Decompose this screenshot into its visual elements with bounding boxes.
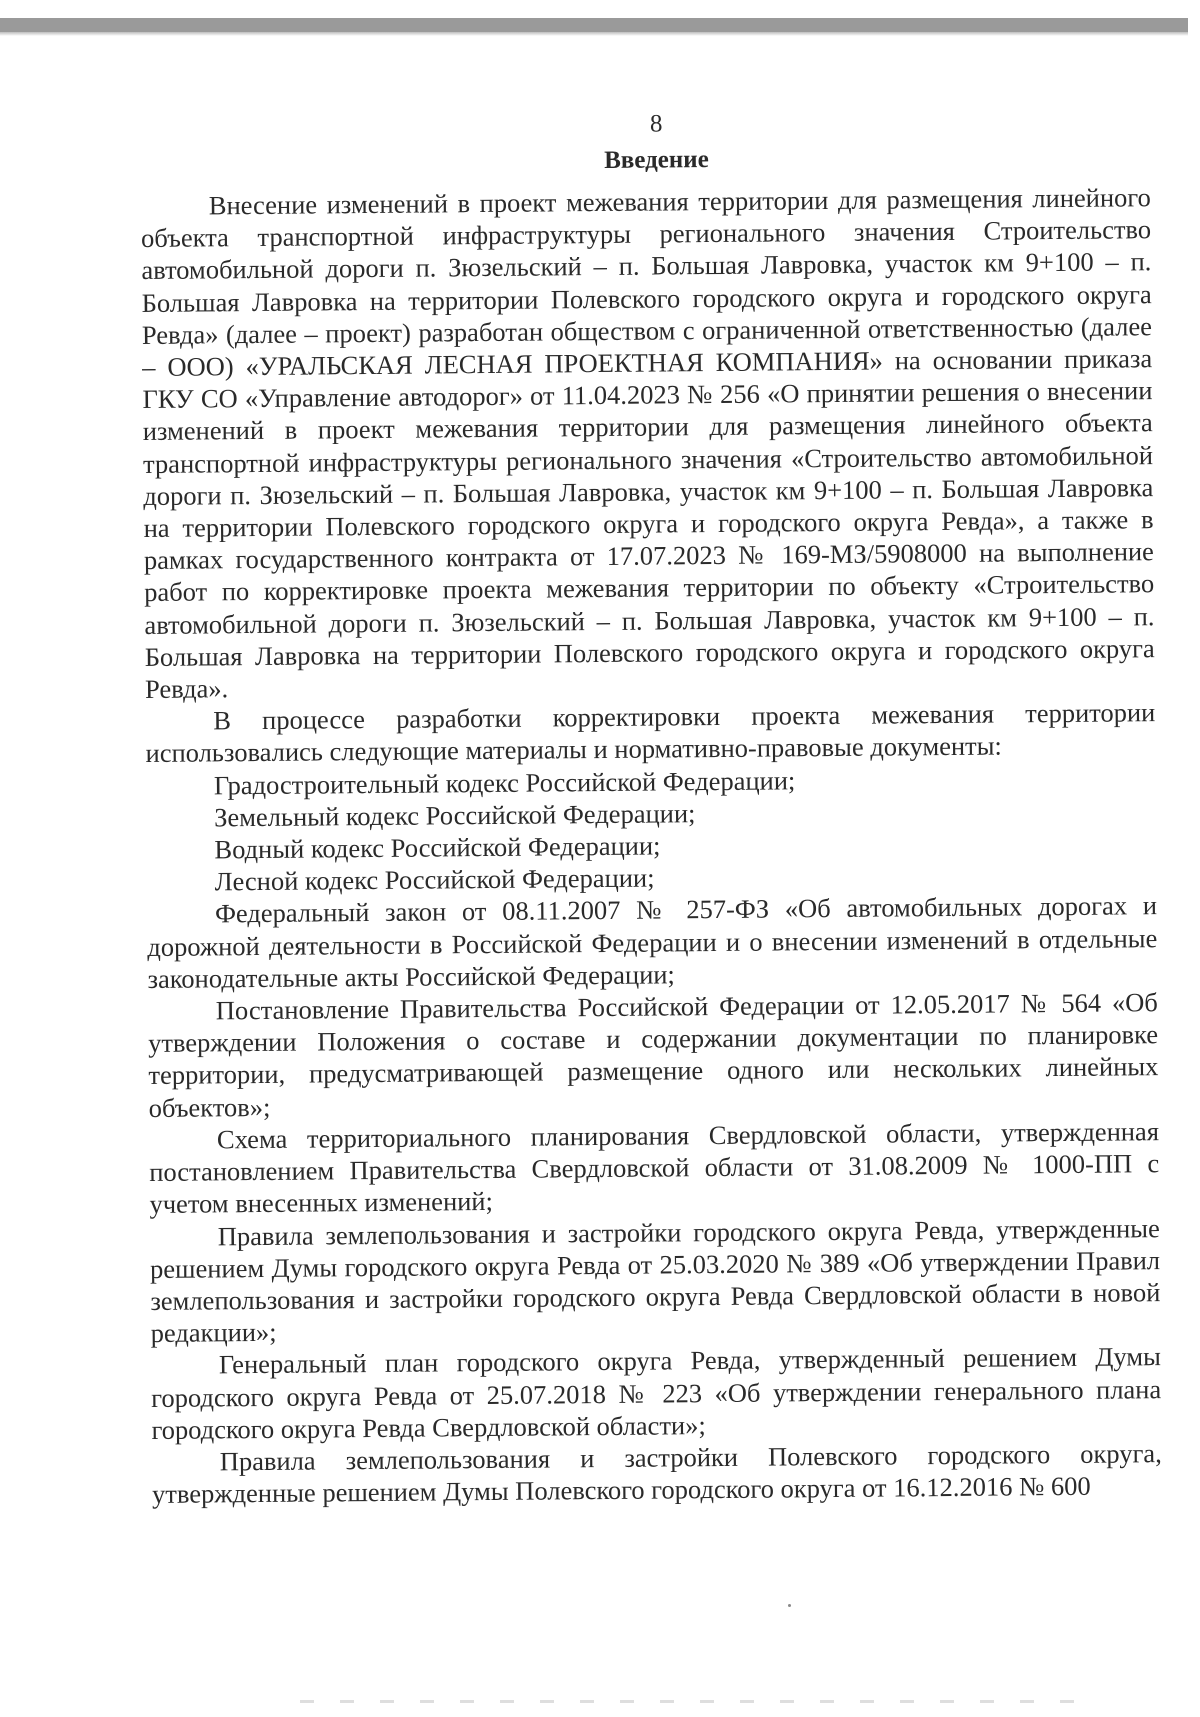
list-item-grad-code: Градостроительный кодекс Российской Федерации; — [213, 764, 796, 801]
list-item-forest-code: Лесной кодекс Российской Федерации; — [214, 862, 655, 897]
list-item-territorial-scheme: Схема территориального планирования Свердловской области, утвержденная постановлением Правительства Свердловской области от 31.08.2009 № 1000-ПП с учетом внесенных изменений; — [149, 1116, 1160, 1220]
page-title: Введение — [604, 146, 709, 174]
materials-intro-paragraph: В процессе разработки корректировки проекта межевания территории использовались следующие материалы и нормативно-правовые документы: — [145, 697, 1156, 769]
page-number: 8 — [649, 110, 663, 138]
scan-speck — [788, 1604, 791, 1607]
list-item-resolution-564: Постановление Правительства Российской Федерации от 12.05.2017 № 564 «Об утверждении Положения о составе и содержании документации по планировке территории, предусматривающей размещение одного или нескольких линейных объектов»; — [147, 987, 1159, 1123]
intro-paragraph: Внесение изменений в проект межевания территории для размещения линейного объекта транспортной инфраструктуры регионального значения Строительство автомобильной дороги п. Зюзельский – п. Большая Лавровка, участок км 9+100 – п. Большая Лавровка на территории Полевского городского округа и городского округа Ревда» (далее – проект) разработан обществом с ограниченной ответственностью (далее – ООО) «УРАЛЬСКАЯ ЛЕСНАЯ ПРОЕКТНАЯ КОМПАНИЯ» на основании приказа ГКУ СО «Управление автодорог» от 11.04.2023 № 256 «О принятии решения о внесении изменений в проект межевания территории для размещения линейного объекта транспортной инфраструктуры регионального значения «Строительство автомобильной дороги п. Зюзельский – п. Большая Лавровка, участок км 9+100 – п. Большая Лавровка на территории Полевского городского округа и городского округа Ревда», а также в рамках государственного контракта от 17.07.2023 № 169-МЗ/5908000 на выполнение работ по корректировке проекта межевания территории по объекту «Строительство автомобильной дороги п. Зюзельский – п. Большая Лавровка, участок км 9+100 – п. Большая Лавровка на территории Полевского городского округа и городского округа Ревда». — [140, 182, 1155, 705]
list-item-water-code: Водный кодекс Российской Федерации; — [214, 830, 661, 865]
list-item-revda-general-plan: Генеральный план городского округа Ревда, утвержденный решением Думы городского округа Ревда от 25.07.2018 № 223 «Об утверждении генерального плана городского округа Ревда Свердловской области»; — [151, 1341, 1162, 1445]
scan-border-shadow — [0, 32, 1188, 36]
scan-border-top — [0, 18, 1188, 32]
list-item-federal-law-257: Федеральный закон от 08.11.2007 № 257-ФЗ «Об автомобильных дорогах и дорожной деятельности в Российской Федерации и о внесении изменений в отдельные законодательные акты Российской Федерации; — [147, 890, 1158, 994]
document-page — [140, 103, 1162, 1510]
document-body — [141, 181, 1162, 1510]
list-item-polevskoy-land-rules: Правила землепользования и застройки Полевского городского округа, утвержденные решением Думы Полевского городского округа от 16.12.2016 № 600 — [151, 1438, 1162, 1510]
list-item-land-code: Земельный кодекс Российской Федерации; — [214, 798, 696, 833]
scan-bottom-noise — [300, 1700, 1080, 1703]
list-item-revda-land-rules: Правила землепользования и застройки городского округа Ревда, утвержденные решением Думы городского округа Ревда от 25.03.2020 № 389 «Об утверждении Правил землепользования и застройки городского округа Ревда Свердловской области в новой редакции»; — [149, 1212, 1161, 1349]
